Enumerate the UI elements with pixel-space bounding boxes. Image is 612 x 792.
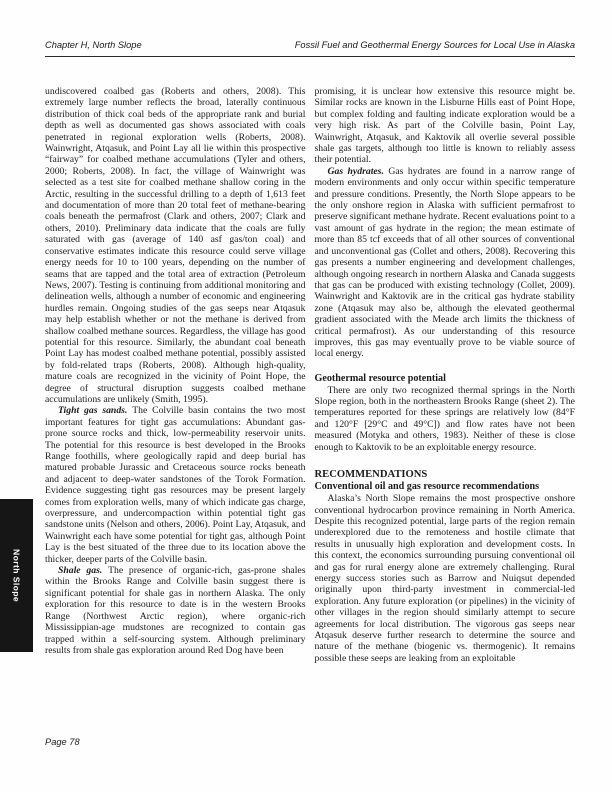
- page-number: Page 78: [45, 737, 80, 747]
- paragraph: Gas hydrates. Gas hydrates are found in a narrow range of modern environments and only occur within specific temperature and pressure conditions. Presently, the North Slope appears to be the only onshore region in Alaska with sufficient permafrost to preserve significant methane hydrate. Recent evaluations point to a vast amount of gas hydrate in the region; the mean estimate of more than 85 tcf exceeds that of all other sources of conventional and unconventional gas (Collet and others, 2008). Recovering this gas presents a number engineering and development challenges, although ongoing research in northern Alaska and Canada suggests that gas can be produced with existing technology (Collet, 2009). Wainwright and Kaktovik are in the critical gas hydrate stability zone (Atqasuk may also be, although the elevated geothermal gradient associated with the Meade arch limits the thickness of critical permafrost). As our understanding of this resource improves, this gas may eventually prove to be viable source of local energy.: [314, 165, 575, 360]
- paragraph: promising, it is unclear how extensive this resource might be. Similar rocks are known in the Lisburne Hills east of Point Hope, but complex folding and faulting indicate exploration would be a very high risk. As part of the Colville basin, Point Lay, Wainwright, Atqasuk, and Kaktovik all overlie several possible shale gas targets, although too little is known to reliably assess their potential.: [314, 86, 575, 166]
- paragraph: undiscovered coalbed gas (Roberts and others, 2008). This extremely large number reflects the broad, laterally continuous distribution of thick coal beds of the appropriate rank and burial depth as well as documented gas shows associated with coals penetrated in regional exploration wells (Roberts, 2008). Wainwright, Atqasuk, and Point Lay all lie within this prospective “fairway” for coalbed methane accumulations (Tyler and others, 2000; Roberts, 2008). In fact, the village of Wainwright was selected as a test site for coalbed methane shallow coring in the Arctic, resulting in the successful drilling to a depth of 1,613 feet and documentation of more than 20 total feet of methane-bearing coals beneath the permafrost (Clark and others, 2007; Clark and others, 2010). Preliminary data indicate that the coals are fully saturated with gas (average of 140 asf gas/ton coal) and conservative estimates indicate this resource could serve village energy needs for 10 to 100 years, depending on the number of seams that are tapped and the total area of extraction (Petroleum News, 2007). Testing is continuing from additional monitoring and delineation wells, although a number of economic and engineering hurdles remain. Ongoing studies of the gas seeps near Atqasuk may help establish whether or not the methane is derived from shallow coalbed methane sources. Regardless, the village has good potential for this resource. Similarly, the abundant coal beneath Point Lay has modest coalbed methane potential, possibly assisted by fold-related traps (Roberts, 2008). Although high-quality, mature coals are recognized in the vicinity of Point Hope, the degree of structural disruption suggests coalbed methane accumulations are unlikely (Smith, 1995).: [45, 86, 306, 405]
- left-column: [45, 86, 306, 664]
- right-column: [315, 86, 576, 664]
- paragraph-lead: Shale gas.: [58, 565, 109, 577]
- header-rule: [45, 56, 575, 57]
- header-chapter-label: Chapter H, North Slope: [45, 40, 142, 50]
- section-heading: Conventional oil and gas resource recommendations: [314, 481, 540, 493]
- paragraph: Shale gas. The presence of organic-rich, gas-prone shales within the Brooks Range and Colville basin suggest there is significant potential for shale gas in northern Alaska. The only exploration for this resource to date is in the western Brooks Range (Northwest Arctic region), where organic-rich Mississippian-age mudstones are recognized to contain gas trapped within a self-sourcing system. Although preliminary results from shale gas exploration around Red Dog have been: [45, 565, 306, 656]
- paragraph-lead: Gas hydrates.: [327, 165, 389, 177]
- header-document-title: Fossil Fuel and Geothermal Energy Sources for Local Use in Alaska: [294, 40, 575, 50]
- page-footer: [45, 737, 80, 747]
- paragraph: There are only two recognized thermal springs in the North Slope region, both in the northeastern Brooks Range (sheet 2). The temperatures reported for these springs are relatively low (84°F and 120°F [29°C and 49°C]) and flow rates have not been measured (Motyka and others, 1983). Neither of these is close enough to Kaktovik to be an exploitable energy resource.: [314, 384, 575, 453]
- side-tab: [0, 499, 33, 652]
- major-section-heading: RECOMMENDATIONS: [314, 468, 428, 480]
- section-heading: Geothermal resource potential: [314, 372, 446, 384]
- page-header: [45, 40, 575, 50]
- paragraph: Tight gas sands. The Colville basin contains the two most important features for tight gas accumulations: Abundant gas-prone source rocks and thick, low-permeability reservoir units. The potential for this resource is best developed in the Brooks Range foothills, where geologically rapid and deep burial has matured probable Jurassic and Cretaceous source rocks beneath and adjacent to deep-water sandstones of the Torok Formation. Evidence suggesting tight gas resources may be present largely comes from exploration wells, many of which indicate gas charge, overpressure, and undercompaction within potential tight gas sandstone units (Nelson and others, 2006). Point Lay, Atqasuk, and Wainwright each have some potential for tight gas, although Point Lay is the best situated of the three due to its location above the thicker, deeper parts of the Colville basin.: [45, 405, 306, 565]
- side-tab-label: North Slope: [11, 548, 22, 603]
- paragraph: Alaska’s North Slope remains the most prospective onshore conventional hydrocarbon province remaining in North America. Despite this recognized potential, large parts of the region remain underexplored due to the remoteness and hostile climate that results in unusually high exploration and development costs. In this context, the economics surrounding pursuing conventional oil and gas for rural energy alone are extremely challenging. Rural energy success stories such as Barrow and Nuiqsut depended originally upon third-party investment in commercial-led exploration. Any future exploration (or pipelines) in the vicinity of other villages in the region should similarly attempt to secure agreements for local distribution. The vigorous gas seeps near Atqasuk deserve further research to determine the source and nature of the methane (biogenic vs. thermogenic). It remains possible these seeps are leaking from an exploitable: [314, 493, 575, 664]
- text-columns: [45, 86, 575, 664]
- paragraph-lead: Tight gas sands.: [58, 405, 133, 417]
